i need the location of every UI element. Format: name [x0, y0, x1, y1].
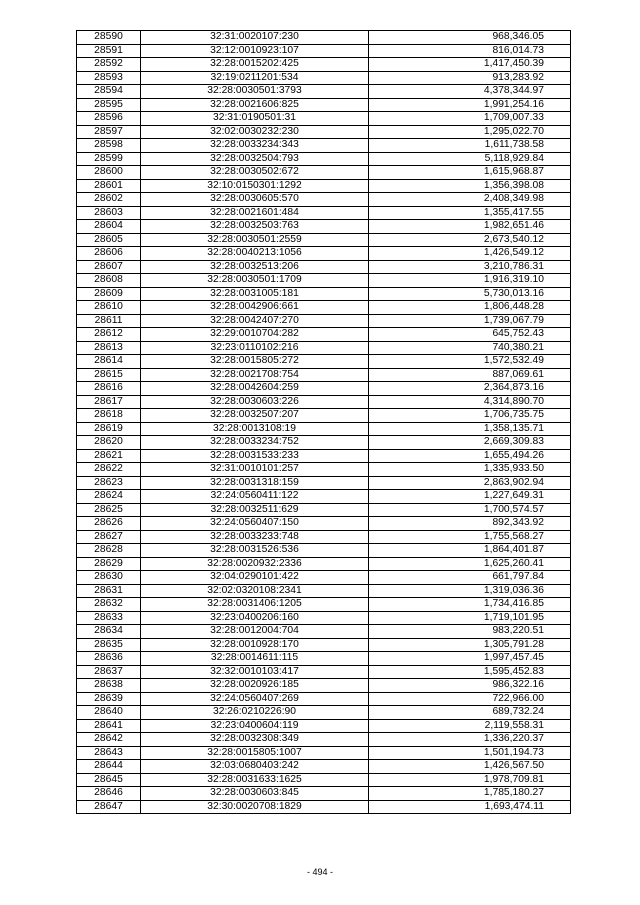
cadastral-number-cell: 32:26:0210226:90	[141, 706, 369, 720]
table-row	[77, 449, 571, 463]
amount-cell: 968,346.05	[369, 31, 571, 45]
amount-cell: 740,380.21	[369, 341, 571, 355]
cadastral-number-cell: 32:28:0033233:748	[141, 530, 369, 544]
row-id-cell: 28595	[77, 98, 141, 112]
row-id-cell: 28600	[77, 166, 141, 180]
row-id-cell: 28606	[77, 247, 141, 261]
row-id-cell: 28624	[77, 490, 141, 504]
amount-cell: 1,739,067.79	[369, 314, 571, 328]
cadastral-number-cell: 32:28:0031526:536	[141, 544, 369, 558]
amount-cell: 4,378,344.97	[369, 85, 571, 99]
table-row	[77, 557, 571, 571]
cadastral-number-cell: 32:28:0040213:1056	[141, 247, 369, 261]
cadastral-number-cell: 32:28:0015805:1007	[141, 746, 369, 760]
row-id-cell: 28597	[77, 125, 141, 139]
cadastral-number-cell: 32:28:0042906:661	[141, 301, 369, 315]
amount-cell: 5,118,929.84	[369, 152, 571, 166]
table-row	[77, 625, 571, 639]
row-id-cell: 28645	[77, 773, 141, 787]
amount-cell: 1,355,417.55	[369, 206, 571, 220]
row-id-cell: 28598	[77, 139, 141, 153]
cadastral-number-cell: 32:28:0030502:672	[141, 166, 369, 180]
row-id-cell: 28594	[77, 85, 141, 99]
table-row	[77, 733, 571, 747]
cadastral-number-cell: 32:28:0012004:704	[141, 625, 369, 639]
row-id-cell: 28605	[77, 233, 141, 247]
amount-cell: 1,806,448.28	[369, 301, 571, 315]
cadastral-number-cell: 32:28:0031633:1625	[141, 773, 369, 787]
amount-cell: 1,358,135.71	[369, 422, 571, 436]
amount-cell: 2,364,873.16	[369, 382, 571, 396]
cadastral-number-cell: 32:23:0110102:216	[141, 341, 369, 355]
row-id-cell: 28616	[77, 382, 141, 396]
cadastral-number-cell: 32:28:0014611:115	[141, 652, 369, 666]
row-id-cell: 28628	[77, 544, 141, 558]
table-row	[77, 193, 571, 207]
table-row	[77, 233, 571, 247]
cadastral-number-cell: 32:28:0042604:259	[141, 382, 369, 396]
amount-cell: 2,408,349.98	[369, 193, 571, 207]
table-row	[77, 611, 571, 625]
table-row	[77, 166, 571, 180]
cadastral-number-cell: 32:28:0013108:19	[141, 422, 369, 436]
row-id-cell: 28611	[77, 314, 141, 328]
table-row	[77, 328, 571, 342]
amount-cell: 1,295,022.70	[369, 125, 571, 139]
row-id-cell: 28591	[77, 44, 141, 58]
cadastral-number-cell: 32:03:0680403:242	[141, 760, 369, 774]
table-row	[77, 152, 571, 166]
row-id-cell: 28639	[77, 692, 141, 706]
amount-cell: 1,978,709.81	[369, 773, 571, 787]
row-id-cell: 28592	[77, 58, 141, 72]
cadastral-number-cell: 32:28:0020926:185	[141, 679, 369, 693]
amount-cell: 3,210,786.31	[369, 260, 571, 274]
row-id-cell: 28643	[77, 746, 141, 760]
cadastral-number-cell: 32:28:0030603:845	[141, 787, 369, 801]
amount-cell: 661,797.84	[369, 571, 571, 585]
row-id-cell: 28613	[77, 341, 141, 355]
table-row	[77, 98, 571, 112]
amount-cell: 1,719,101.95	[369, 611, 571, 625]
table-row	[77, 301, 571, 315]
cadastral-number-cell: 32:32:0010103:417	[141, 665, 369, 679]
table-row	[77, 287, 571, 301]
table-row	[77, 571, 571, 585]
amount-cell: 1,706,735.75	[369, 409, 571, 423]
table-row	[77, 530, 571, 544]
table-row	[77, 220, 571, 234]
table-row	[77, 260, 571, 274]
table-row	[77, 679, 571, 693]
table-row	[77, 436, 571, 450]
row-id-cell: 28602	[77, 193, 141, 207]
amount-cell: 986,322.16	[369, 679, 571, 693]
cadastral-number-cell: 32:28:0031406:1205	[141, 598, 369, 612]
row-id-cell: 28627	[77, 530, 141, 544]
amount-cell: 4,314,890.70	[369, 395, 571, 409]
table-row	[77, 652, 571, 666]
amount-cell: 2,119,558.31	[369, 719, 571, 733]
table-row	[77, 517, 571, 531]
cadastral-number-cell: 32:28:0032513:206	[141, 260, 369, 274]
cadastral-number-cell: 32:28:0030501:3793	[141, 85, 369, 99]
amount-cell: 2,673,540.12	[369, 233, 571, 247]
table-row	[77, 422, 571, 436]
table-row	[77, 719, 571, 733]
row-id-cell: 28636	[77, 652, 141, 666]
amount-cell: 1,426,549.12	[369, 247, 571, 261]
cadastral-number-cell: 32:10:0150301:1292	[141, 179, 369, 193]
row-id-cell: 28614	[77, 355, 141, 369]
amount-cell: 892,343.92	[369, 517, 571, 531]
amount-cell: 1,595,452.83	[369, 665, 571, 679]
row-id-cell: 28647	[77, 800, 141, 814]
row-id-cell: 28641	[77, 719, 141, 733]
amount-cell: 1,785,180.27	[369, 787, 571, 801]
table-row	[77, 206, 571, 220]
amount-cell: 1,916,319.10	[369, 274, 571, 288]
row-id-cell: 28637	[77, 665, 141, 679]
row-id-cell: 28633	[77, 611, 141, 625]
table-row	[77, 746, 571, 760]
table-row	[77, 760, 571, 774]
cadastral-number-cell: 32:28:0030501:2559	[141, 233, 369, 247]
amount-cell: 1,734,416.85	[369, 598, 571, 612]
cadastral-number-cell: 32:28:0010928:170	[141, 638, 369, 652]
amount-cell: 1,693,474.11	[369, 800, 571, 814]
table-row	[77, 598, 571, 612]
table-row	[77, 125, 571, 139]
row-id-cell: 28596	[77, 112, 141, 126]
table-row	[77, 800, 571, 814]
table-row	[77, 341, 571, 355]
amount-cell: 1,625,260.41	[369, 557, 571, 571]
cadastral-number-cell: 32:02:0320108:2341	[141, 584, 369, 598]
table-row	[77, 71, 571, 85]
table-row	[77, 355, 571, 369]
table-row	[77, 409, 571, 423]
row-id-cell: 28618	[77, 409, 141, 423]
row-id-cell: 28617	[77, 395, 141, 409]
table-row	[77, 58, 571, 72]
amount-cell: 1,700,574.57	[369, 503, 571, 517]
amount-cell: 722,966.00	[369, 692, 571, 706]
cadastral-number-cell: 32:28:0021606:825	[141, 98, 369, 112]
row-id-cell: 28619	[77, 422, 141, 436]
table-row	[77, 274, 571, 288]
row-id-cell: 28631	[77, 584, 141, 598]
cadastral-number-cell: 32:28:0015805:272	[141, 355, 369, 369]
amount-cell: 1,997,457.45	[369, 652, 571, 666]
amount-cell: 645,752.43	[369, 328, 571, 342]
table-row	[77, 503, 571, 517]
table-row	[77, 85, 571, 99]
cadastral-number-cell: 32:24:0560407:150	[141, 517, 369, 531]
row-id-cell: 28609	[77, 287, 141, 301]
amount-cell: 1,417,450.39	[369, 58, 571, 72]
row-id-cell: 28620	[77, 436, 141, 450]
table-row	[77, 773, 571, 787]
row-id-cell: 28612	[77, 328, 141, 342]
row-id-cell: 28593	[77, 71, 141, 85]
cadastral-number-cell: 32:29:0010704:282	[141, 328, 369, 342]
amount-cell: 1,572,532.49	[369, 355, 571, 369]
table-row	[77, 544, 571, 558]
table-row	[77, 665, 571, 679]
row-id-cell: 28623	[77, 476, 141, 490]
table-row	[77, 584, 571, 598]
table-body	[77, 31, 571, 814]
row-id-cell: 28621	[77, 449, 141, 463]
cadastral-number-cell: 32:28:0031318:159	[141, 476, 369, 490]
table-row	[77, 638, 571, 652]
table-row	[77, 314, 571, 328]
cadastral-number-cell: 32:28:0030605:570	[141, 193, 369, 207]
cadastral-number-cell: 32:28:0030501:1709	[141, 274, 369, 288]
row-id-cell: 28642	[77, 733, 141, 747]
amount-cell: 1,611,738.58	[369, 139, 571, 153]
cadastral-number-cell: 32:28:0033234:343	[141, 139, 369, 153]
amount-cell: 1,709,007.33	[369, 112, 571, 126]
row-id-cell: 28635	[77, 638, 141, 652]
cadastral-number-cell: 32:28:0032504:793	[141, 152, 369, 166]
table-row	[77, 368, 571, 382]
cadastral-number-cell: 32:12:0010923:107	[141, 44, 369, 58]
table-row	[77, 706, 571, 720]
table-row	[77, 31, 571, 45]
row-id-cell: 28630	[77, 571, 141, 585]
amount-cell: 1,335,933.50	[369, 463, 571, 477]
amount-cell: 1,991,254.16	[369, 98, 571, 112]
cadastral-number-cell: 32:28:0032308:349	[141, 733, 369, 747]
row-id-cell: 28638	[77, 679, 141, 693]
amount-cell: 1,501,194.73	[369, 746, 571, 760]
cadastral-number-cell: 32:23:0400604:119	[141, 719, 369, 733]
row-id-cell: 28603	[77, 206, 141, 220]
amount-cell: 1,319,036.36	[369, 584, 571, 598]
cadastral-number-cell: 32:28:0020932:2336	[141, 557, 369, 571]
cadastral-number-cell: 32:31:0190501:31	[141, 112, 369, 126]
cadastral-number-cell: 32:04:0290101:422	[141, 571, 369, 585]
cadastral-number-cell: 32:28:0021708:754	[141, 368, 369, 382]
cadastral-number-cell: 32:28:0030603:226	[141, 395, 369, 409]
row-id-cell: 28646	[77, 787, 141, 801]
amount-cell: 2,863,902.94	[369, 476, 571, 490]
data-table	[76, 30, 571, 814]
cadastral-number-cell: 32:28:0021601:484	[141, 206, 369, 220]
row-id-cell: 28607	[77, 260, 141, 274]
table-row	[77, 395, 571, 409]
cadastral-number-cell: 32:31:0020107:230	[141, 31, 369, 45]
cadastral-number-cell: 32:24:0560411:122	[141, 490, 369, 504]
table-row	[77, 139, 571, 153]
table-row	[77, 787, 571, 801]
amount-cell: 1,864,401.87	[369, 544, 571, 558]
cadastral-number-cell: 32:30:0020708:1829	[141, 800, 369, 814]
cadastral-number-cell: 32:28:0032511:629	[141, 503, 369, 517]
table-row	[77, 692, 571, 706]
page-number: - 494 -	[306, 867, 333, 877]
table-row	[77, 490, 571, 504]
cadastral-number-cell: 32:28:0032507:207	[141, 409, 369, 423]
table-row	[77, 44, 571, 58]
cadastral-number-cell: 32:28:0015202:425	[141, 58, 369, 72]
amount-cell: 983,220.51	[369, 625, 571, 639]
cadastral-number-cell: 32:23:0400206:160	[141, 611, 369, 625]
amount-cell: 1,982,651.46	[369, 220, 571, 234]
row-id-cell: 28599	[77, 152, 141, 166]
cadastral-number-cell: 32:28:0032503:763	[141, 220, 369, 234]
cadastral-number-cell: 32:31:0010101:257	[141, 463, 369, 477]
row-id-cell: 28604	[77, 220, 141, 234]
row-id-cell: 28610	[77, 301, 141, 315]
row-id-cell: 28629	[77, 557, 141, 571]
row-id-cell: 28644	[77, 760, 141, 774]
row-id-cell: 28640	[77, 706, 141, 720]
amount-cell: 1,356,398.08	[369, 179, 571, 193]
amount-cell: 1,426,567.50	[369, 760, 571, 774]
cadastral-number-cell: 32:28:0033234:752	[141, 436, 369, 450]
amount-cell: 1,755,568.27	[369, 530, 571, 544]
table-row	[77, 247, 571, 261]
amount-cell: 913,283.92	[369, 71, 571, 85]
row-id-cell: 28601	[77, 179, 141, 193]
amount-cell: 887,069.61	[369, 368, 571, 382]
table-row	[77, 112, 571, 126]
table-row	[77, 382, 571, 396]
row-id-cell: 28625	[77, 503, 141, 517]
amount-cell: 2,669,309.83	[369, 436, 571, 450]
amount-cell: 1,305,791.28	[369, 638, 571, 652]
table-row	[77, 476, 571, 490]
row-id-cell: 28632	[77, 598, 141, 612]
amount-cell: 1,615,968.87	[369, 166, 571, 180]
amount-cell: 1,227,649.31	[369, 490, 571, 504]
cadastral-number-cell: 32:24:0560407:269	[141, 692, 369, 706]
cadastral-number-cell: 32:19:0211201:534	[141, 71, 369, 85]
row-id-cell: 28634	[77, 625, 141, 639]
amount-cell: 1,336,220.37	[369, 733, 571, 747]
row-id-cell: 28590	[77, 31, 141, 45]
row-id-cell: 28622	[77, 463, 141, 477]
row-id-cell: 28626	[77, 517, 141, 531]
row-id-cell: 28608	[77, 274, 141, 288]
cadastral-number-cell: 32:28:0042407:270	[141, 314, 369, 328]
cadastral-number-cell: 32:02:0030232:230	[141, 125, 369, 139]
row-id-cell: 28615	[77, 368, 141, 382]
amount-cell: 1,655,494.26	[369, 449, 571, 463]
cadastral-number-cell: 32:28:0031533:233	[141, 449, 369, 463]
cadastral-number-cell: 32:28:0031005:181	[141, 287, 369, 301]
table-row	[77, 179, 571, 193]
amount-cell: 689,732.24	[369, 706, 571, 720]
table-row	[77, 463, 571, 477]
amount-cell: 5,730,013.16	[369, 287, 571, 301]
amount-cell: 816,014.73	[369, 44, 571, 58]
